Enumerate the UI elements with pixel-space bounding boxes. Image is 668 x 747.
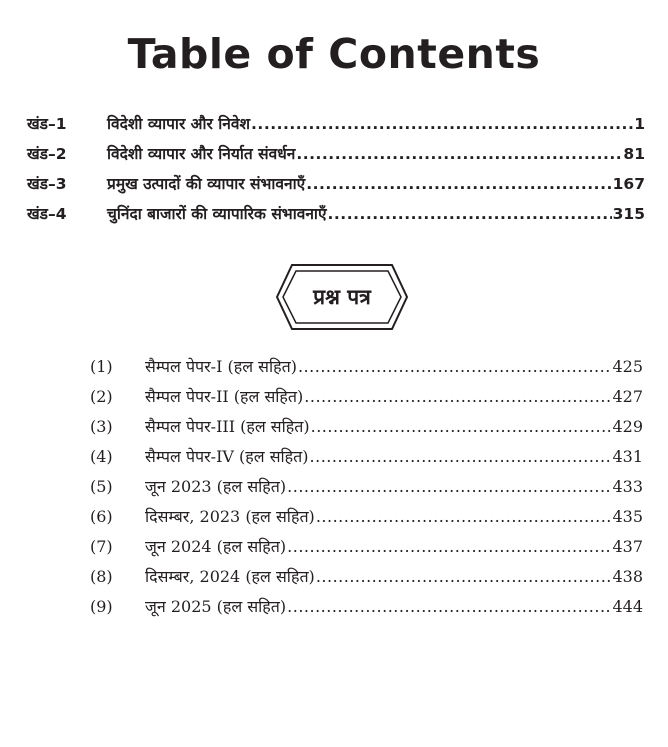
paper-entry-number: (9): [90, 597, 113, 616]
dot-leader: [251, 115, 633, 133]
dot-leader: [287, 477, 611, 496]
paper-entry-title: सैम्पल पेपर-III (हल सहित): [145, 417, 310, 436]
dot-leader: [316, 567, 612, 586]
question-papers-badge: [274, 262, 410, 332]
toc-entry-number: खंड–3: [27, 175, 67, 193]
paper-entry-number: (1): [90, 357, 113, 376]
paper-entry-page: 435: [612, 507, 643, 526]
toc-entry-title: प्रमुख उत्पादों की व्यापार संभावनाएँ: [107, 175, 306, 193]
toc-entry[interactable]: [27, 172, 645, 202]
paper-entry-page: 429: [612, 417, 643, 436]
dot-leader: [287, 597, 611, 616]
paper-entry-title: जून 2025 (हल सहित): [145, 597, 287, 616]
dot-leader: [316, 507, 612, 526]
dot-leader: [287, 537, 611, 556]
paper-entry[interactable]: [90, 505, 643, 535]
paper-entry-page: 444: [612, 597, 643, 616]
paper-entry[interactable]: [90, 355, 643, 385]
toc-entry[interactable]: [27, 112, 645, 142]
paper-entry[interactable]: [90, 385, 643, 415]
toc-entry-page: 1: [634, 115, 645, 133]
paper-entry-page: 425: [612, 357, 643, 376]
paper-entry[interactable]: [90, 445, 643, 475]
paper-entry-page: 427: [612, 387, 643, 406]
toc-entry-page: 315: [612, 205, 645, 223]
paper-entry-number: (7): [90, 537, 113, 556]
paper-entry-title: दिसम्बर, 2024 (हल सहित): [145, 567, 315, 586]
dot-leader: [296, 145, 622, 163]
paper-entry-page: 433: [612, 477, 643, 496]
toc-entry-number: खंड–2: [27, 145, 67, 163]
dot-leader: [311, 417, 612, 436]
toc-entry[interactable]: [27, 142, 645, 172]
paper-entry-number: (8): [90, 567, 113, 586]
paper-entry[interactable]: [90, 595, 643, 625]
paper-entry-title: सैम्पल पेपर-II (हल सहित): [145, 387, 304, 406]
paper-entry[interactable]: [90, 475, 643, 505]
question-papers-heading: प्रश्न पत्र: [313, 284, 371, 309]
paper-entry-number: (5): [90, 477, 113, 496]
paper-entry-number: (4): [90, 447, 113, 466]
paper-entry[interactable]: [90, 415, 643, 445]
toc-entry-number: खंड–4: [27, 205, 67, 223]
dot-leader: [304, 387, 611, 406]
paper-entry-page: 438: [612, 567, 643, 586]
paper-entry[interactable]: [90, 565, 643, 595]
paper-entry-title: सैम्पल पेपर-I (हल सहित): [145, 357, 297, 376]
toc-entry-title: चुनिंदा बाजारों की व्यापारिक संभावनाएँ: [107, 205, 327, 223]
paper-entry-title: जून 2023 (हल सहित): [145, 477, 287, 496]
paper-entry-title: सैम्पल पेपर-IV (हल सहित): [145, 447, 309, 466]
paper-entry[interactable]: [90, 535, 643, 565]
page-title: Table of Contents: [127, 30, 541, 78]
dot-leader: [310, 447, 612, 466]
toc-entry-title: विदेशी व्यापार और निवेश: [107, 115, 251, 133]
toc-entry[interactable]: [27, 202, 645, 232]
toc-entry-page: 81: [623, 145, 645, 163]
toc-entry-number: खंड–1: [27, 115, 67, 133]
paper-entry-number: (3): [90, 417, 113, 436]
paper-entry-title: जून 2024 (हल सहित): [145, 537, 287, 556]
question-papers-list: [90, 355, 643, 625]
dot-leader: [328, 205, 612, 223]
paper-entry-number: (6): [90, 507, 113, 526]
paper-entry-page: 437: [612, 537, 643, 556]
dot-leader: [298, 357, 611, 376]
toc-entry-title: विदेशी व्यापार और निर्यात संवर्धन: [107, 145, 296, 163]
paper-entry-page: 431: [612, 447, 643, 466]
dot-leader: [306, 175, 611, 193]
toc-list: [27, 112, 645, 232]
toc-entry-page: 167: [612, 175, 645, 193]
paper-entry-title: दिसम्बर, 2023 (हल सहित): [145, 507, 315, 526]
paper-entry-number: (2): [90, 387, 113, 406]
